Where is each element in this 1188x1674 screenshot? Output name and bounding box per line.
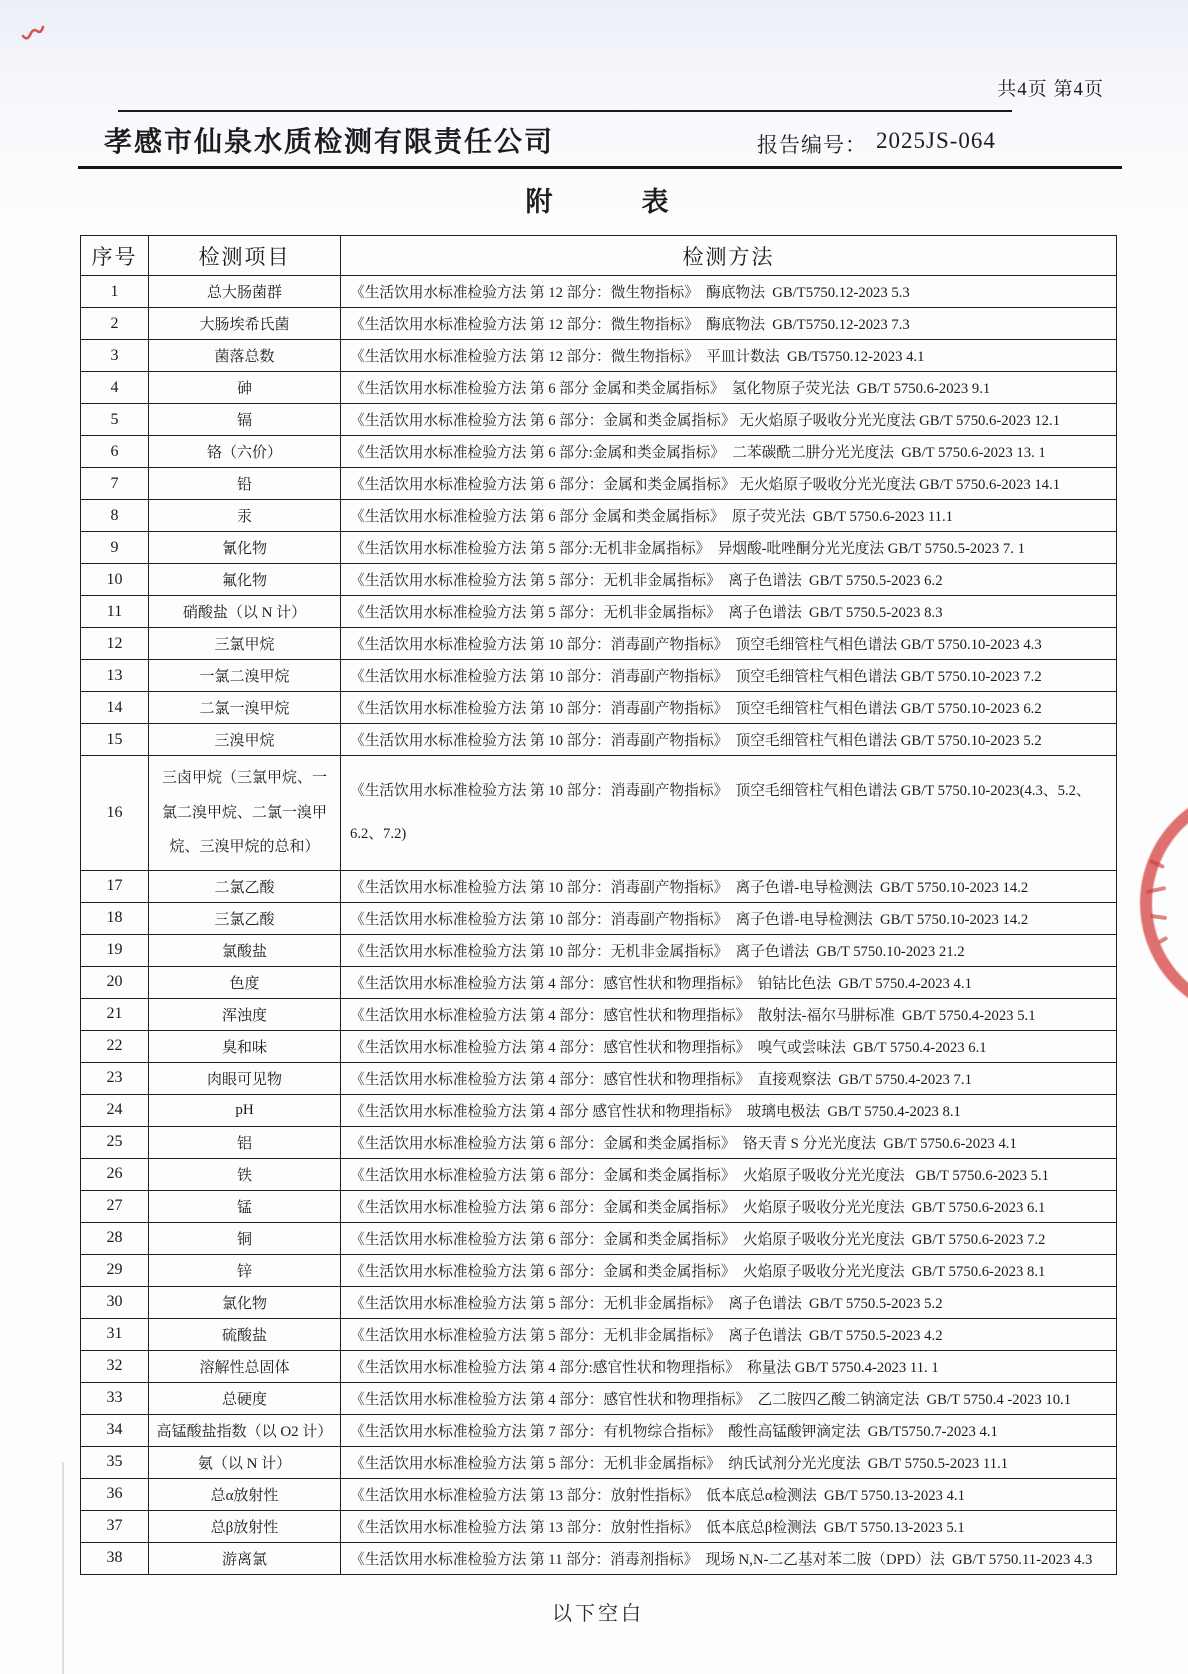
row-item: 氟化物 — [149, 564, 341, 596]
table-row — [81, 404, 1117, 436]
table-row — [81, 564, 1117, 596]
methods-table — [80, 235, 1117, 1575]
row-no: 20 — [81, 966, 149, 998]
header-cell-method: 检测方法 — [341, 236, 1117, 276]
row-item: 三溴甲烷 — [149, 724, 341, 756]
scan-edge-line — [62, 1462, 64, 1674]
row-method: 《生活饮用水标准检验方法 第 10 部分：消毒副产物指标》 顶空毛细管柱气相色谱法 GB/T 5750.10-2023(4.3、5.2、6.2、7.2) — [341, 756, 1117, 871]
row-item: 二氯乙酸 — [149, 870, 341, 902]
table-row — [81, 724, 1117, 756]
header-rule-bottom — [78, 166, 1122, 169]
row-no: 10 — [81, 564, 149, 596]
row-item: 三氯乙酸 — [149, 902, 341, 934]
row-method: 《生活饮用水标准检验方法 第 5 部分：无机非金属指标》 离子色谱法 GB/T 5750.5-2023 8.3 — [341, 596, 1117, 628]
row-method: 《生活饮用水标准检验方法 第 13 部分：放射性指标》 低本底总α检测法 GB/T 5750.13-2023 4.1 — [341, 1478, 1117, 1510]
row-item: 二氯一溴甲烷 — [149, 692, 341, 724]
row-no: 9 — [81, 532, 149, 564]
row-item: 铝 — [149, 1126, 341, 1158]
table-row — [81, 1350, 1117, 1382]
row-no: 8 — [81, 500, 149, 532]
row-method: 《生活饮用水标准检验方法 第 5 部分：无机非金属指标》 离子色谱法 GB/T 5750.5-2023 6.2 — [341, 564, 1117, 596]
row-no: 21 — [81, 998, 149, 1030]
row-method: 《生活饮用水标准检验方法 第 10 部分：无机非金属指标》 离子色谱法 GB/T 5750.10-2023 21.2 — [341, 934, 1117, 966]
row-item: 菌落总数 — [149, 340, 341, 372]
red-seal-stamp — [1140, 785, 1188, 1021]
table-row — [81, 308, 1117, 340]
table-row — [81, 902, 1117, 934]
header-rule-top — [118, 110, 1012, 112]
table-row — [81, 1126, 1117, 1158]
row-item: 溶解性总固体 — [149, 1350, 341, 1382]
row-no: 12 — [81, 628, 149, 660]
red-pen-mark — [20, 22, 46, 46]
row-method: 《生活饮用水标准检验方法 第 4 部分：感官性状和物理指标》 嗅气或尝味法 GB/T 5750.4-2023 6.1 — [341, 1030, 1117, 1062]
row-item: 汞 — [149, 500, 341, 532]
row-item: 氯酸盐 — [149, 934, 341, 966]
header-cell-item: 检测项目 — [149, 236, 341, 276]
row-method: 《生活饮用水标准检验方法 第 4 部分：感官性状和物理指标》 直接观察法 GB/T 5750.4-2023 7.1 — [341, 1062, 1117, 1094]
row-method: 《生活饮用水标准检验方法 第 10 部分：消毒副产物指标》 离子色谱-电导检测法 GB/T 5750.10-2023 14.2 — [341, 870, 1117, 902]
row-item: 浑浊度 — [149, 998, 341, 1030]
row-method: 《生活饮用水标准检验方法 第 10 部分：消毒副产物指标》 离子色谱-电导检测法 GB/T 5750.10-2023 14.2 — [341, 902, 1117, 934]
table-row — [81, 692, 1117, 724]
row-item: 砷 — [149, 372, 341, 404]
table-row — [81, 1094, 1117, 1126]
row-method: 《生活饮用水标准检验方法 第 6 部分：金属和类金属指标》 无火焰原子吸收分光光度法 GB/T 5750.6-2023 12.1 — [341, 404, 1117, 436]
table-row — [81, 468, 1117, 500]
report-number-label: 报告编号： — [757, 133, 867, 157]
row-item: 游离氯 — [149, 1542, 341, 1574]
row-item: 硝酸盐（以 N 计） — [149, 596, 341, 628]
row-no: 30 — [81, 1286, 149, 1318]
page-number: 共4页 第4页 — [997, 79, 1104, 100]
table-row — [81, 1030, 1117, 1062]
row-item: 三氯甲烷 — [149, 628, 341, 660]
row-method: 《生活饮用水标准检验方法 第 13 部分：放射性指标》 低本底总β检测法 GB/T 5750.13-2023 5.1 — [341, 1510, 1117, 1542]
row-item: 大肠埃希氏菌 — [149, 308, 341, 340]
row-no: 22 — [81, 1030, 149, 1062]
row-no: 17 — [81, 870, 149, 902]
table-row — [81, 660, 1117, 692]
row-item: 锌 — [149, 1254, 341, 1286]
row-method: 《生活饮用水标准检验方法 第 7 部分：有机物综合指标》 酸性高锰酸钾滴定法 GB/T5750.7-2023 4.1 — [341, 1414, 1117, 1446]
row-method: 《生活饮用水标准检验方法 第 4 部分：感官性状和物理指标》 乙二胺四乙酸二钠滴定法 GB/T 5750.4 -2023 10.1 — [341, 1382, 1117, 1414]
row-no: 33 — [81, 1382, 149, 1414]
table-row — [81, 276, 1117, 308]
row-method: 《生活饮用水标准检验方法 第 6 部分 金属和类金属指标》 氢化物原子荧光法 GB/T 5750.6-2023 9.1 — [341, 372, 1117, 404]
table-row — [81, 1318, 1117, 1350]
row-item: 铬（六价） — [149, 436, 341, 468]
row-no: 15 — [81, 724, 149, 756]
row-no: 5 — [81, 404, 149, 436]
row-method: 《生活饮用水标准检验方法 第 12 部分：微生物指标》 平皿计数法 GB/T5750.12-2023 4.1 — [341, 340, 1117, 372]
row-no: 29 — [81, 1254, 149, 1286]
table-row — [81, 532, 1117, 564]
company-name: 孝感市仙泉水质检测有限责任公司 — [104, 126, 555, 157]
row-method: 《生活饮用水标准检验方法 第 10 部分：消毒副产物指标》 顶空毛细管柱气相色谱法 GB/T 5750.10-2023 6.2 — [341, 692, 1117, 724]
row-item: 一氯二溴甲烷 — [149, 660, 341, 692]
row-method: 《生活饮用水标准检验方法 第 10 部分：消毒副产物指标》 顶空毛细管柱气相色谱法 GB/T 5750.10-2023 4.3 — [341, 628, 1117, 660]
row-item: 铁 — [149, 1158, 341, 1190]
row-no: 7 — [81, 468, 149, 500]
row-item: 铜 — [149, 1222, 341, 1254]
row-no: 2 — [81, 308, 149, 340]
row-method: 《生活饮用水标准检验方法 第 6 部分：金属和类金属指标》 无火焰原子吸收分光光度法 GB/T 5750.6-2023 14.1 — [341, 468, 1117, 500]
row-item: pH — [149, 1094, 341, 1126]
table-row — [81, 1222, 1117, 1254]
footer-note: 以下空白 — [552, 1603, 644, 1625]
row-method: 《生活饮用水标准检验方法 第 6 部分：金属和类金属指标》 火焰原子吸收分光光度法 GB/T 5750.6-2023 8.1 — [341, 1254, 1117, 1286]
row-item: 氯化物 — [149, 1286, 341, 1318]
table-row — [81, 1510, 1117, 1542]
row-no: 13 — [81, 660, 149, 692]
row-no: 32 — [81, 1350, 149, 1382]
row-method: 《生活饮用水标准检验方法 第 6 部分：金属和类金属指标》 火焰原子吸收分光光度法 GB/T 5750.6-2023 6.1 — [341, 1190, 1117, 1222]
row-item: 肉眼可见物 — [149, 1062, 341, 1094]
table-row — [81, 998, 1117, 1030]
table-row — [81, 1382, 1117, 1414]
table-row — [81, 1414, 1117, 1446]
table-row — [81, 1478, 1117, 1510]
row-method: 《生活饮用水标准检验方法 第 10 部分：消毒副产物指标》 顶空毛细管柱气相色谱法 GB/T 5750.10-2023 7.2 — [341, 660, 1117, 692]
row-no: 27 — [81, 1190, 149, 1222]
row-no: 19 — [81, 934, 149, 966]
table-row — [81, 1190, 1117, 1222]
row-no: 31 — [81, 1318, 149, 1350]
table-row — [81, 756, 1117, 871]
table-row — [81, 870, 1117, 902]
row-item: 总β放射性 — [149, 1510, 341, 1542]
row-item: 高锰酸盐指数（以 O2 计） — [149, 1414, 341, 1446]
row-method: 《生活饮用水标准检验方法 第 6 部分：金属和类金属指标》 火焰原子吸收分光光度法 GB/T 5750.6-2023 5.1 — [341, 1158, 1117, 1190]
row-no: 4 — [81, 372, 149, 404]
row-no: 6 — [81, 436, 149, 468]
table-row — [81, 372, 1117, 404]
row-method: 《生活饮用水标准检验方法 第 5 部分：无机非金属指标》 离子色谱法 GB/T 5750.5-2023 4.2 — [341, 1318, 1117, 1350]
table-row — [81, 628, 1117, 660]
row-no: 36 — [81, 1478, 149, 1510]
table-row — [81, 1254, 1117, 1286]
row-item: 氨（以 N 计） — [149, 1446, 341, 1478]
report-number-value: 2025JS-064 — [876, 128, 996, 153]
page-title: 附 表 — [525, 187, 671, 217]
row-no: 38 — [81, 1542, 149, 1574]
row-no: 37 — [81, 1510, 149, 1542]
row-method: 《生活饮用水标准检验方法 第 6 部分 金属和类金属指标》 原子荧光法 GB/T 5750.6-2023 11.1 — [341, 500, 1117, 532]
row-item: 色度 — [149, 966, 341, 998]
row-method: 《生活饮用水标准检验方法 第 4 部分：感官性状和物理指标》 铂钴比色法 GB/T 5750.4-2023 4.1 — [341, 966, 1117, 998]
table-row — [81, 1062, 1117, 1094]
row-item: 总硬度 — [149, 1382, 341, 1414]
table-row — [81, 1542, 1117, 1574]
row-item: 锰 — [149, 1190, 341, 1222]
row-item: 臭和味 — [149, 1030, 341, 1062]
row-method: 《生活饮用水标准检验方法 第 11 部分：消毒剂指标》 现场 N,N-二乙基对苯二胺（DPD）法 GB/T 5750.11-2023 4.3 — [341, 1542, 1117, 1574]
row-no: 28 — [81, 1222, 149, 1254]
table-row — [81, 596, 1117, 628]
row-method: 《生活饮用水标准检验方法 第 6 部分:金属和类金属指标》 二苯碳酰二肼分光光度法 GB/T 5750.6-2023 13. 1 — [341, 436, 1117, 468]
row-item: 三卤甲烷（三氯甲烷、一氯二溴甲烷、二氯一溴甲烷、三溴甲烷的总和） — [149, 756, 341, 871]
row-method: 《生活饮用水标准检验方法 第 12 部分：微生物指标》 酶底物法 GB/T5750.12-2023 7.3 — [341, 308, 1117, 340]
row-no: 34 — [81, 1414, 149, 1446]
table-row — [81, 934, 1117, 966]
table-row — [81, 966, 1117, 998]
row-no: 14 — [81, 692, 149, 724]
table-header-row — [81, 236, 1117, 276]
row-no: 3 — [81, 340, 149, 372]
row-method: 《生活饮用水标准检验方法 第 4 部分 感官性状和物理指标》 玻璃电极法 GB/T 5750.4-2023 8.1 — [341, 1094, 1117, 1126]
row-item: 氰化物 — [149, 532, 341, 564]
row-method: 《生活饮用水标准检验方法 第 5 部分：无机非金属指标》 纳氏试剂分光光度法 GB/T 5750.5-2023 11.1 — [341, 1446, 1117, 1478]
row-no: 23 — [81, 1062, 149, 1094]
table-body — [81, 276, 1117, 1575]
row-item: 镉 — [149, 404, 341, 436]
row-item: 总大肠菌群 — [149, 276, 341, 308]
row-no: 16 — [81, 756, 149, 871]
table-row — [81, 1158, 1117, 1190]
table-row — [81, 1286, 1117, 1318]
row-no: 1 — [81, 276, 149, 308]
row-no: 26 — [81, 1158, 149, 1190]
row-no: 24 — [81, 1094, 149, 1126]
header-cell-no: 序号 — [81, 236, 149, 276]
row-method: 《生活饮用水标准检验方法 第 6 部分：金属和类金属指标》 铬天青 S 分光光度法 GB/T 5750.6-2023 4.1 — [341, 1126, 1117, 1158]
row-no: 11 — [81, 596, 149, 628]
row-no: 35 — [81, 1446, 149, 1478]
row-no: 18 — [81, 902, 149, 934]
row-method: 《生活饮用水标准检验方法 第 5 部分：无机非金属指标》 离子色谱法 GB/T 5750.5-2023 5.2 — [341, 1286, 1117, 1318]
row-item: 硫酸盐 — [149, 1318, 341, 1350]
row-method: 《生活饮用水标准检验方法 第 10 部分：消毒副产物指标》 顶空毛细管柱气相色谱法 GB/T 5750.10-2023 5.2 — [341, 724, 1117, 756]
table-row — [81, 1446, 1117, 1478]
row-method: 《生活饮用水标准检验方法 第 12 部分：微生物指标》 酶底物法 GB/T5750.12-2023 5.3 — [341, 276, 1117, 308]
row-method: 《生活饮用水标准检验方法 第 6 部分：金属和类金属指标》 火焰原子吸收分光光度法 GB/T 5750.6-2023 7.2 — [341, 1222, 1117, 1254]
row-item: 铅 — [149, 468, 341, 500]
row-method: 《生活饮用水标准检验方法 第 5 部分:无机非金属指标》 异烟酸-吡唑酮分光光度法 GB/T 5750.5-2023 7. 1 — [341, 532, 1117, 564]
row-method: 《生活饮用水标准检验方法 第 4 部分：感官性状和物理指标》 散射法-福尔马肼标准 GB/T 5750.4-2023 5.1 — [341, 998, 1117, 1030]
table-row — [81, 436, 1117, 468]
table-row — [81, 500, 1117, 532]
row-item: 总α放射性 — [149, 1478, 341, 1510]
row-no: 25 — [81, 1126, 149, 1158]
row-method: 《生活饮用水标准检验方法 第 4 部分:感官性状和物理指标》 称量法 GB/T 5750.4-2023 11. 1 — [341, 1350, 1117, 1382]
table-row — [81, 340, 1117, 372]
